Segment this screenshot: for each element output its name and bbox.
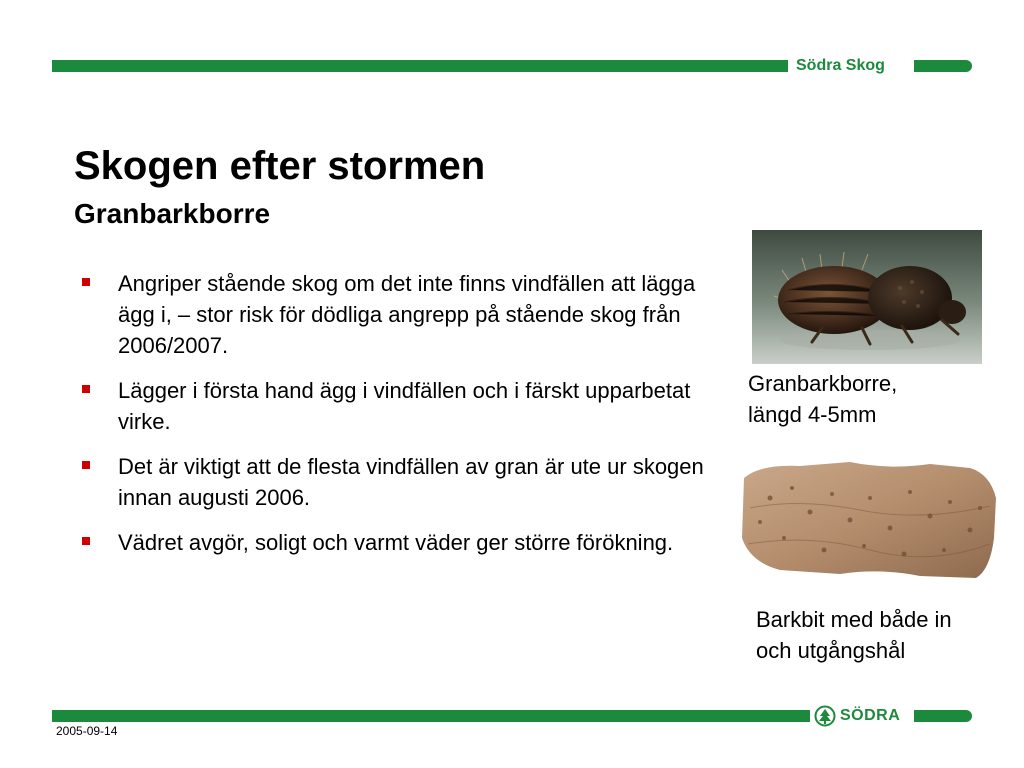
bark-piece-photo [740,458,998,582]
caption-line: Granbarkborre, [748,371,898,396]
square-bullet-icon [82,461,90,469]
bullet-item [80,451,730,513]
bark-beetle-photo [752,230,982,364]
bullet-text: Det är viktigt att de flesta vindfällen av gran är ute ur skogen innan augusti 2006. [118,454,704,510]
figure-caption-beetle [748,368,897,430]
header-bar-right [914,60,972,72]
sodra-tree-logo-icon [814,705,836,727]
bullet-text: Vädret avgör, soligt och varmt väder ger större förökning. [118,530,674,555]
bullet-item [80,527,730,558]
square-bullet-icon [82,537,90,545]
slide-subtitle: Granbarkborre [74,198,271,229]
footer-bar-right [914,710,972,722]
caption-line: Barkbit med både in [756,607,952,632]
square-bullet-icon [82,385,90,393]
caption-line: längd 4-5mm [748,402,877,427]
bark-piece-image [740,458,998,582]
header-brand: Södra Skog [796,57,885,74]
footer-bar-left [52,710,810,722]
sodra-logo [814,703,910,729]
logo-text: SÖDRA [840,707,901,724]
bullet-item [80,268,730,361]
slide-title: Skogen efter stormen [74,144,486,188]
square-bullet-icon [82,278,90,286]
bullet-item [80,375,730,437]
bullet-list [80,268,730,572]
figure-caption-bark [756,604,952,666]
header-bar-left [52,60,788,72]
footer-date: 2005-09-14 [56,724,118,738]
bark-beetle-image [752,230,982,364]
caption-line: och utgångshål [756,638,906,663]
bullet-text: Lägger i första hand ägg i vindfällen och i färskt upparbetat virke. [118,378,691,434]
bullet-text: Angriper stående skog om det inte finns vindfällen att lägga ägg i, – stor risk för dödliga angrepp på stående skog från 2006/2007. [118,271,696,358]
